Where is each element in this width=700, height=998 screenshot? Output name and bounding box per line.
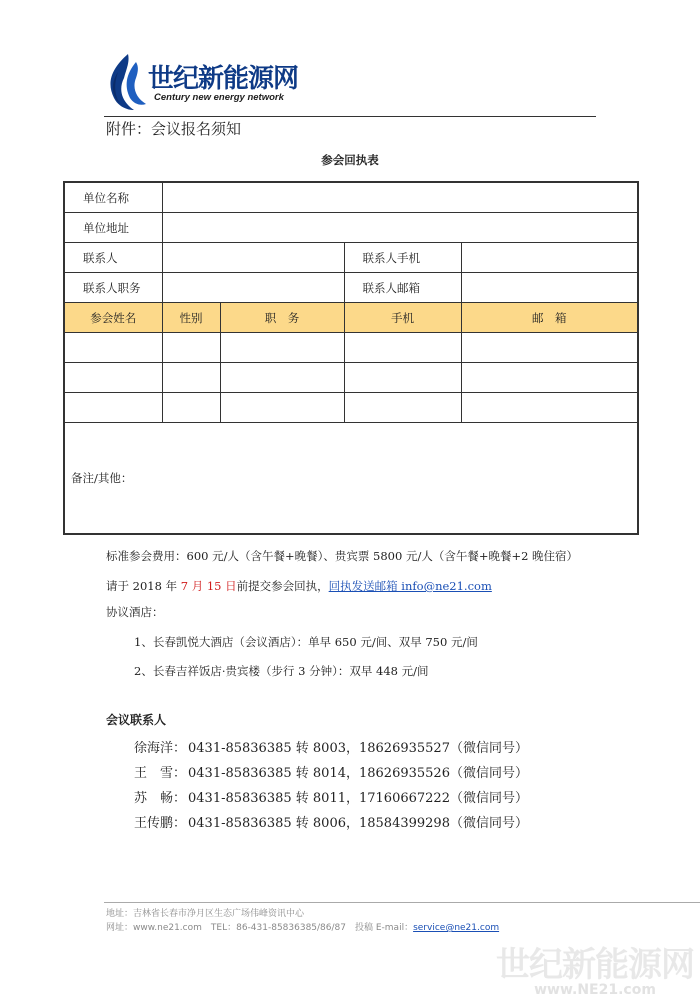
fee-text: 标准参会费用：600 元/人（含午餐+晚餐）、贵宾票 5800 元/人（含午餐+晚餐+2 晚住宿）: [106, 549, 579, 563]
attendee-name-cell[interactable]: [64, 333, 162, 363]
table-row: [64, 182, 638, 213]
contact-name: 王 雪：: [134, 766, 187, 781]
attachment-title: 附件：会议报名须知: [106, 120, 242, 138]
contact-item: [134, 787, 528, 806]
table-row: [64, 393, 638, 423]
column-header-name: 参会姓名: [64, 303, 162, 333]
contact-info: 0431-85836385 转 8006，18584399298（微信同号）: [188, 816, 528, 831]
receipt-email-link[interactable]: 回执发送邮箱 info@ne21.com: [328, 579, 492, 593]
form-title: 参会回执表: [321, 153, 379, 167]
watermark-url: www.NE21.com: [534, 982, 656, 998]
contact-position-field[interactable]: [162, 273, 344, 303]
table-row: [64, 363, 638, 393]
header-divider: [104, 116, 596, 117]
contact-mobile-field[interactable]: [461, 243, 638, 273]
table-row: [64, 273, 638, 303]
contact-info: 0431-85836385 转 8014，18626935526（微信同号）: [188, 766, 528, 781]
deadline-middle: 前提交参会回执，: [236, 579, 329, 593]
contact-name: 苏 畅：: [134, 791, 187, 806]
deadline-date: 7 月 15 日: [180, 579, 237, 593]
remarks-label: 备注/其他：: [71, 471, 133, 485]
contact-item: [134, 737, 528, 756]
footer-divider: [104, 902, 700, 903]
contact-position-label: 联系人职务: [64, 273, 162, 303]
attendee-position-cell[interactable]: [220, 393, 344, 423]
contact-item: [134, 812, 528, 831]
attendee-position-cell[interactable]: [220, 363, 344, 393]
unit-address-label: 单位地址: [64, 213, 162, 243]
attendee-email-cell[interactable]: [461, 393, 638, 423]
flame-logo-icon: [104, 52, 150, 114]
attendee-mobile-cell[interactable]: [344, 333, 461, 363]
contact-mobile-label: 联系人手机: [344, 243, 461, 273]
contact-name: 徐海洋：: [134, 741, 187, 756]
column-header-mobile: 手机: [344, 303, 461, 333]
contact-email-label: 联系人邮箱: [344, 273, 461, 303]
table-row: [64, 213, 638, 243]
attendee-gender-cell[interactable]: [162, 333, 220, 363]
attendee-mobile-cell[interactable]: [344, 393, 461, 423]
contact-info: 0431-85836385 转 8003，18626935527（微信同号）: [188, 741, 528, 756]
contact-field[interactable]: [162, 243, 344, 273]
deadline-text: [106, 578, 492, 594]
contact-label: 联系人: [64, 243, 162, 273]
table-row: [64, 333, 638, 363]
attendee-gender-cell[interactable]: [162, 393, 220, 423]
footer-website: 网址：www.ne21.com TEL：86-431-85836385/86/87 投稿 E-mail：: [106, 923, 414, 933]
deadline-prefix: 请于 2018 年: [106, 579, 181, 593]
logo-text-cn: 世纪新能源网: [148, 64, 299, 94]
footer-address: 地址：吉林省长春市净月区生态广场伟峰资讯中心: [106, 909, 305, 919]
remarks-row: [64, 423, 638, 535]
attendee-email-cell[interactable]: [461, 363, 638, 393]
attendee-mobile-cell[interactable]: [344, 363, 461, 393]
attendee-position-cell[interactable]: [220, 333, 344, 363]
registration-table: [63, 181, 639, 535]
table-row: [64, 243, 638, 273]
contact-item: [134, 762, 528, 781]
column-header-position: 职 务: [220, 303, 344, 333]
unit-name-field[interactable]: [162, 182, 638, 213]
attendee-name-cell[interactable]: [64, 393, 162, 423]
logo: [104, 50, 304, 116]
attendee-name-cell[interactable]: [64, 363, 162, 393]
watermark-cn: 世纪新能源网: [496, 945, 694, 985]
contact-info: 0431-85836385 转 8011，17160667222（微信同号）: [188, 791, 528, 806]
remarks-field[interactable]: [64, 423, 638, 535]
column-header-email: 邮 箱: [461, 303, 638, 333]
attendee-email-cell[interactable]: [461, 333, 638, 363]
contact-name: 王传鹏：: [134, 816, 187, 831]
hotels-title: 协议酒店：: [106, 605, 164, 619]
hotel-item: 2、长春吉祥饭店·贵宾楼（步行 3 分钟）：双早 448 元/间: [134, 664, 429, 678]
footer-contact: [106, 920, 499, 933]
unit-name-label: 单位名称: [64, 182, 162, 213]
logo-text-en: Century new energy network: [154, 92, 284, 103]
unit-address-field[interactable]: [162, 213, 638, 243]
hotel-item: 1、长春凯悦大酒店（会议酒店）：单早 650 元/间、双早 750 元/间: [134, 635, 478, 649]
contact-email-field[interactable]: [461, 273, 638, 303]
attendee-header-row: [64, 303, 638, 333]
column-header-gender: 性别: [162, 303, 220, 333]
watermark: [496, 937, 694, 998]
footer-email-link[interactable]: service@ne21.com: [413, 923, 500, 933]
attendee-gender-cell[interactable]: [162, 363, 220, 393]
contacts-title: 会议联系人: [106, 713, 167, 727]
